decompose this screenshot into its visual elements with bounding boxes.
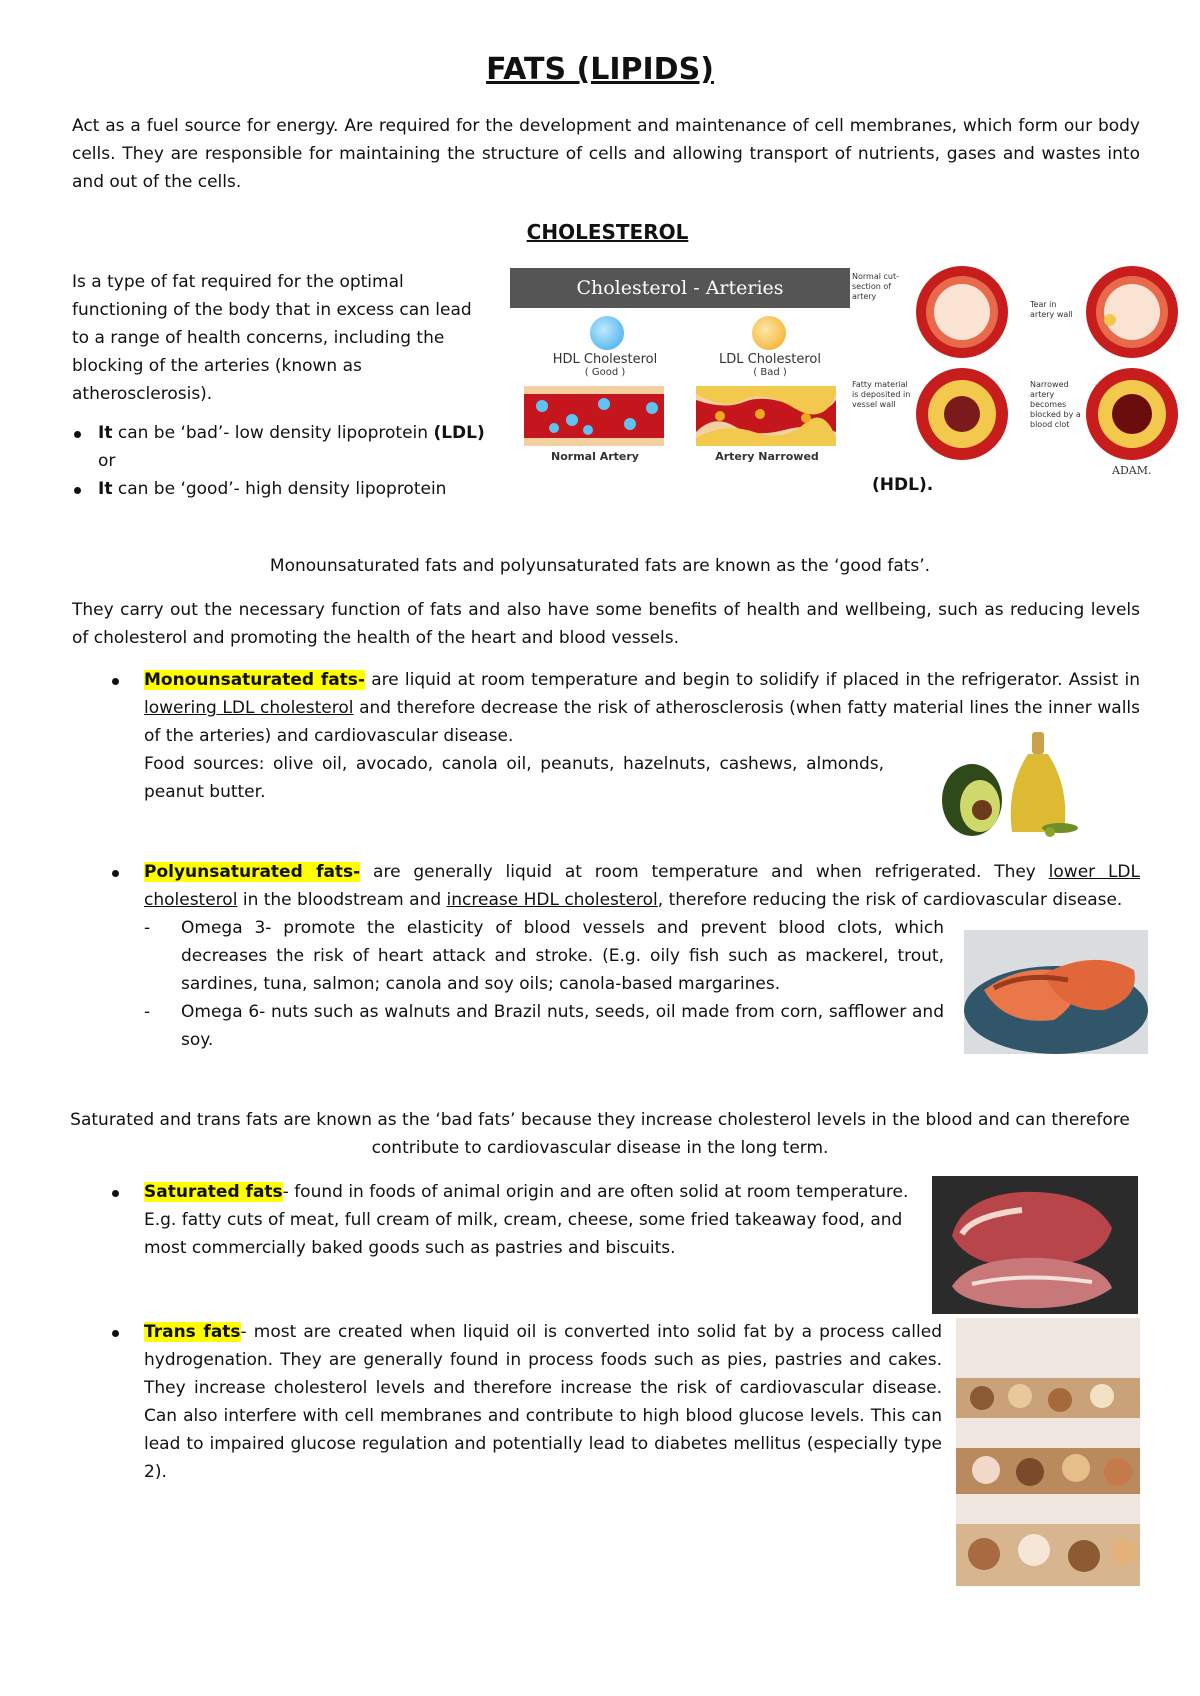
mono-term: Monounsaturated fats- (144, 670, 365, 690)
hdl-label: HDL Cholesterol (552, 352, 658, 367)
normal-artery-lumen (524, 394, 664, 438)
ldl-label: LDL Cholesterol (718, 352, 821, 367)
adam-logo: ADAM. (1112, 464, 1152, 477)
ldl-particle (752, 316, 786, 350)
hdl-in-blood (536, 400, 548, 412)
ldl-sub: ( Bad ) (753, 367, 787, 378)
ldl-bullet-pre: It (98, 423, 113, 443)
mono-text-2: and therefore decrease the risk of atherosclerosis (when fatty material lines the inner walls of the arteries) and cardiovascular disease. (144, 698, 1141, 746)
hdl-sub: ( Good ) (584, 367, 626, 378)
ldl-abbr: (LDL) (433, 423, 485, 443)
pastry (1018, 1534, 1050, 1566)
trans-section (72, 1318, 942, 1486)
cs2-lumen (1104, 284, 1160, 340)
poly-bullet (72, 858, 1140, 914)
trans-text: - most are created when liquid oil is converted into solid fat by a process called hydrogenation. They are generally found in process foods such as pies, pastries and cakes. They increase cholesterol levels and therefore increase the risk of cardiovascular disease. Can also interfere with cell membranes and contribute to high blood glucose levels. This can lead to impaired glucose regulation and potentially lead to diabetes mellitus (especially type 2). (144, 1322, 942, 1482)
pastry (970, 1386, 994, 1410)
meat-image (932, 1176, 1138, 1314)
cholesterol-heading: CHOLESTEROL (526, 220, 689, 244)
cs-label-4: Narrowed artery becomes blocked by a blood clot (1030, 380, 1081, 429)
saturated-term: Saturated fats (144, 1182, 283, 1202)
pastry (972, 1456, 1000, 1484)
pastry (1068, 1540, 1100, 1572)
cs1-lumen (934, 284, 990, 340)
cs-label-3: Fatty material is deposited in vessel wall (852, 380, 911, 409)
omega3-item: - Omega 3- promote the elasticity of blood vessels and prevent blood clots, which decreases the risk of heart attack and stroke. (E.g. oily fish such as mackerel, trout, sardines, tuna, salmon; canola and soy oils; canola-based margarines. (144, 914, 944, 998)
mono-text-1: are liquid at room temperature and begin to solidify if placed in the refrigerator. Assist in (364, 670, 1140, 690)
ldl-or: or (98, 451, 116, 471)
saturated-text: - found in foods of animal origin and are often solid at room temperature. E.g. fatty cuts of meat, full cream of milk, cream, cheese, some fried takeaway food, and most commercially baked goods such as pastries and biscuits. (144, 1182, 909, 1258)
pastry (1110, 1538, 1138, 1566)
poly-underline-1: lower LDL cholesterol (144, 862, 1140, 910)
good-fats-paragraph: They carry out the necessary function of fats and also have some benefits of health and wellbeing, such as reducing levels of cholesterol and promoting the health of the heart and blood vessels. (72, 600, 1140, 648)
poly-text-1: are generally liquid at room temperature and when refrigerated. They (360, 862, 1049, 882)
poly-text-3: , therefore reducing the risk of cardiovascular disease. (657, 890, 1123, 910)
poly-text-2: in the bloodstream and (237, 890, 447, 910)
pastry (1104, 1458, 1132, 1486)
saturated-bullet (72, 1178, 932, 1262)
pastries-image (956, 1318, 1140, 1586)
ldl-in-blood (801, 413, 811, 423)
artery-illustrations (524, 386, 836, 446)
hdl-bullet-text: can be ‘good’- high density lipoprotein (112, 479, 447, 499)
pastry (1048, 1388, 1072, 1412)
hdl-bullet-pre: It (98, 479, 113, 499)
olive (1045, 827, 1055, 837)
cs4-clot (1112, 394, 1152, 434)
trans-term: Trans fats (144, 1322, 241, 1342)
pastry (1008, 1384, 1032, 1408)
hdl-in-blood (646, 402, 658, 414)
ldl-bullet-text: can be ‘bad’- low density lipoprotein (112, 423, 434, 443)
hdl-in-blood (583, 425, 593, 435)
cs-label-2: Tear in artery wall (1030, 300, 1073, 319)
cs-label-1: Normal cut- section of artery (852, 272, 899, 301)
pastry (1016, 1458, 1044, 1486)
artery-cross-sections (852, 262, 1182, 482)
hdl-abbr: (HDL). (872, 475, 934, 495)
hdl-in-blood (598, 398, 610, 410)
hdl-particle (590, 316, 624, 350)
omega6-item: - Omega 6- nuts such as walnuts and Brazil nuts, seeds, oil made from corn, safflower and soy. (144, 998, 944, 1054)
normal-artery-label: Normal Artery (551, 450, 639, 463)
good-fats-intro: Monounsaturated fats and polyunsaturated fats are known as the ‘good fats’. (269, 556, 931, 576)
mono-underline: lowering LDL cholesterol (144, 698, 354, 718)
oil-bottle (1011, 754, 1066, 832)
pastry (968, 1538, 1000, 1570)
hdl-bullet (72, 475, 932, 503)
hdl-in-blood (566, 414, 578, 426)
diagram-header: Cholesterol - Arteries (510, 268, 850, 308)
omega-list (72, 914, 944, 1054)
hdl-in-blood (624, 418, 636, 430)
trans-bullet (72, 1318, 942, 1486)
ldl-in-blood (755, 409, 765, 419)
intro-paragraph: Act as a fuel source for energy. Are required for the development and maintenance of cell membranes, which form our body cells. They are responsible for maintaining the structure of cells and allowing transport of nutrients, gases and wastes into and out of the cells. (72, 116, 1140, 192)
ldl-in-blood (715, 411, 725, 421)
cholesterol-description: Is a type of fat required for the optimal functioning of the body that in excess can lead to a range of health concerns, including the blocking of the arteries (known as atherosclerosis). (72, 272, 472, 404)
narrowed-artery-label: Artery Narrowed (715, 450, 819, 463)
bad-fats-intro: Saturated and trans fats are known as the ‘bad fats’ because they increase cholesterol levels in the blood and can therefore contribute to cardiovascular disease in the long term. (70, 1110, 1130, 1158)
hdl-in-blood (549, 423, 559, 433)
oil-bottle-neck (1032, 732, 1044, 754)
pastry (1062, 1454, 1090, 1482)
salmon-image (964, 930, 1148, 1054)
mono-food-sources: Food sources: olive oil, avocado, canola oil, peanuts, hazelnuts, cashews, almonds, peanut butter. (144, 754, 884, 802)
cs3-lumen (944, 396, 980, 432)
cholesterol-diagram (510, 268, 850, 468)
pastry (1090, 1384, 1114, 1408)
poly-underline-2: increase HDL cholesterol (446, 890, 658, 910)
page-title: FATS (LIPIDS) (486, 52, 714, 87)
avocado-olive-oil-image (932, 728, 1092, 840)
poly-term: Polyunsaturated fats- (144, 862, 361, 882)
saturated-section (72, 1178, 932, 1262)
cs2-tear (1104, 314, 1116, 326)
avocado-pit (972, 800, 992, 820)
